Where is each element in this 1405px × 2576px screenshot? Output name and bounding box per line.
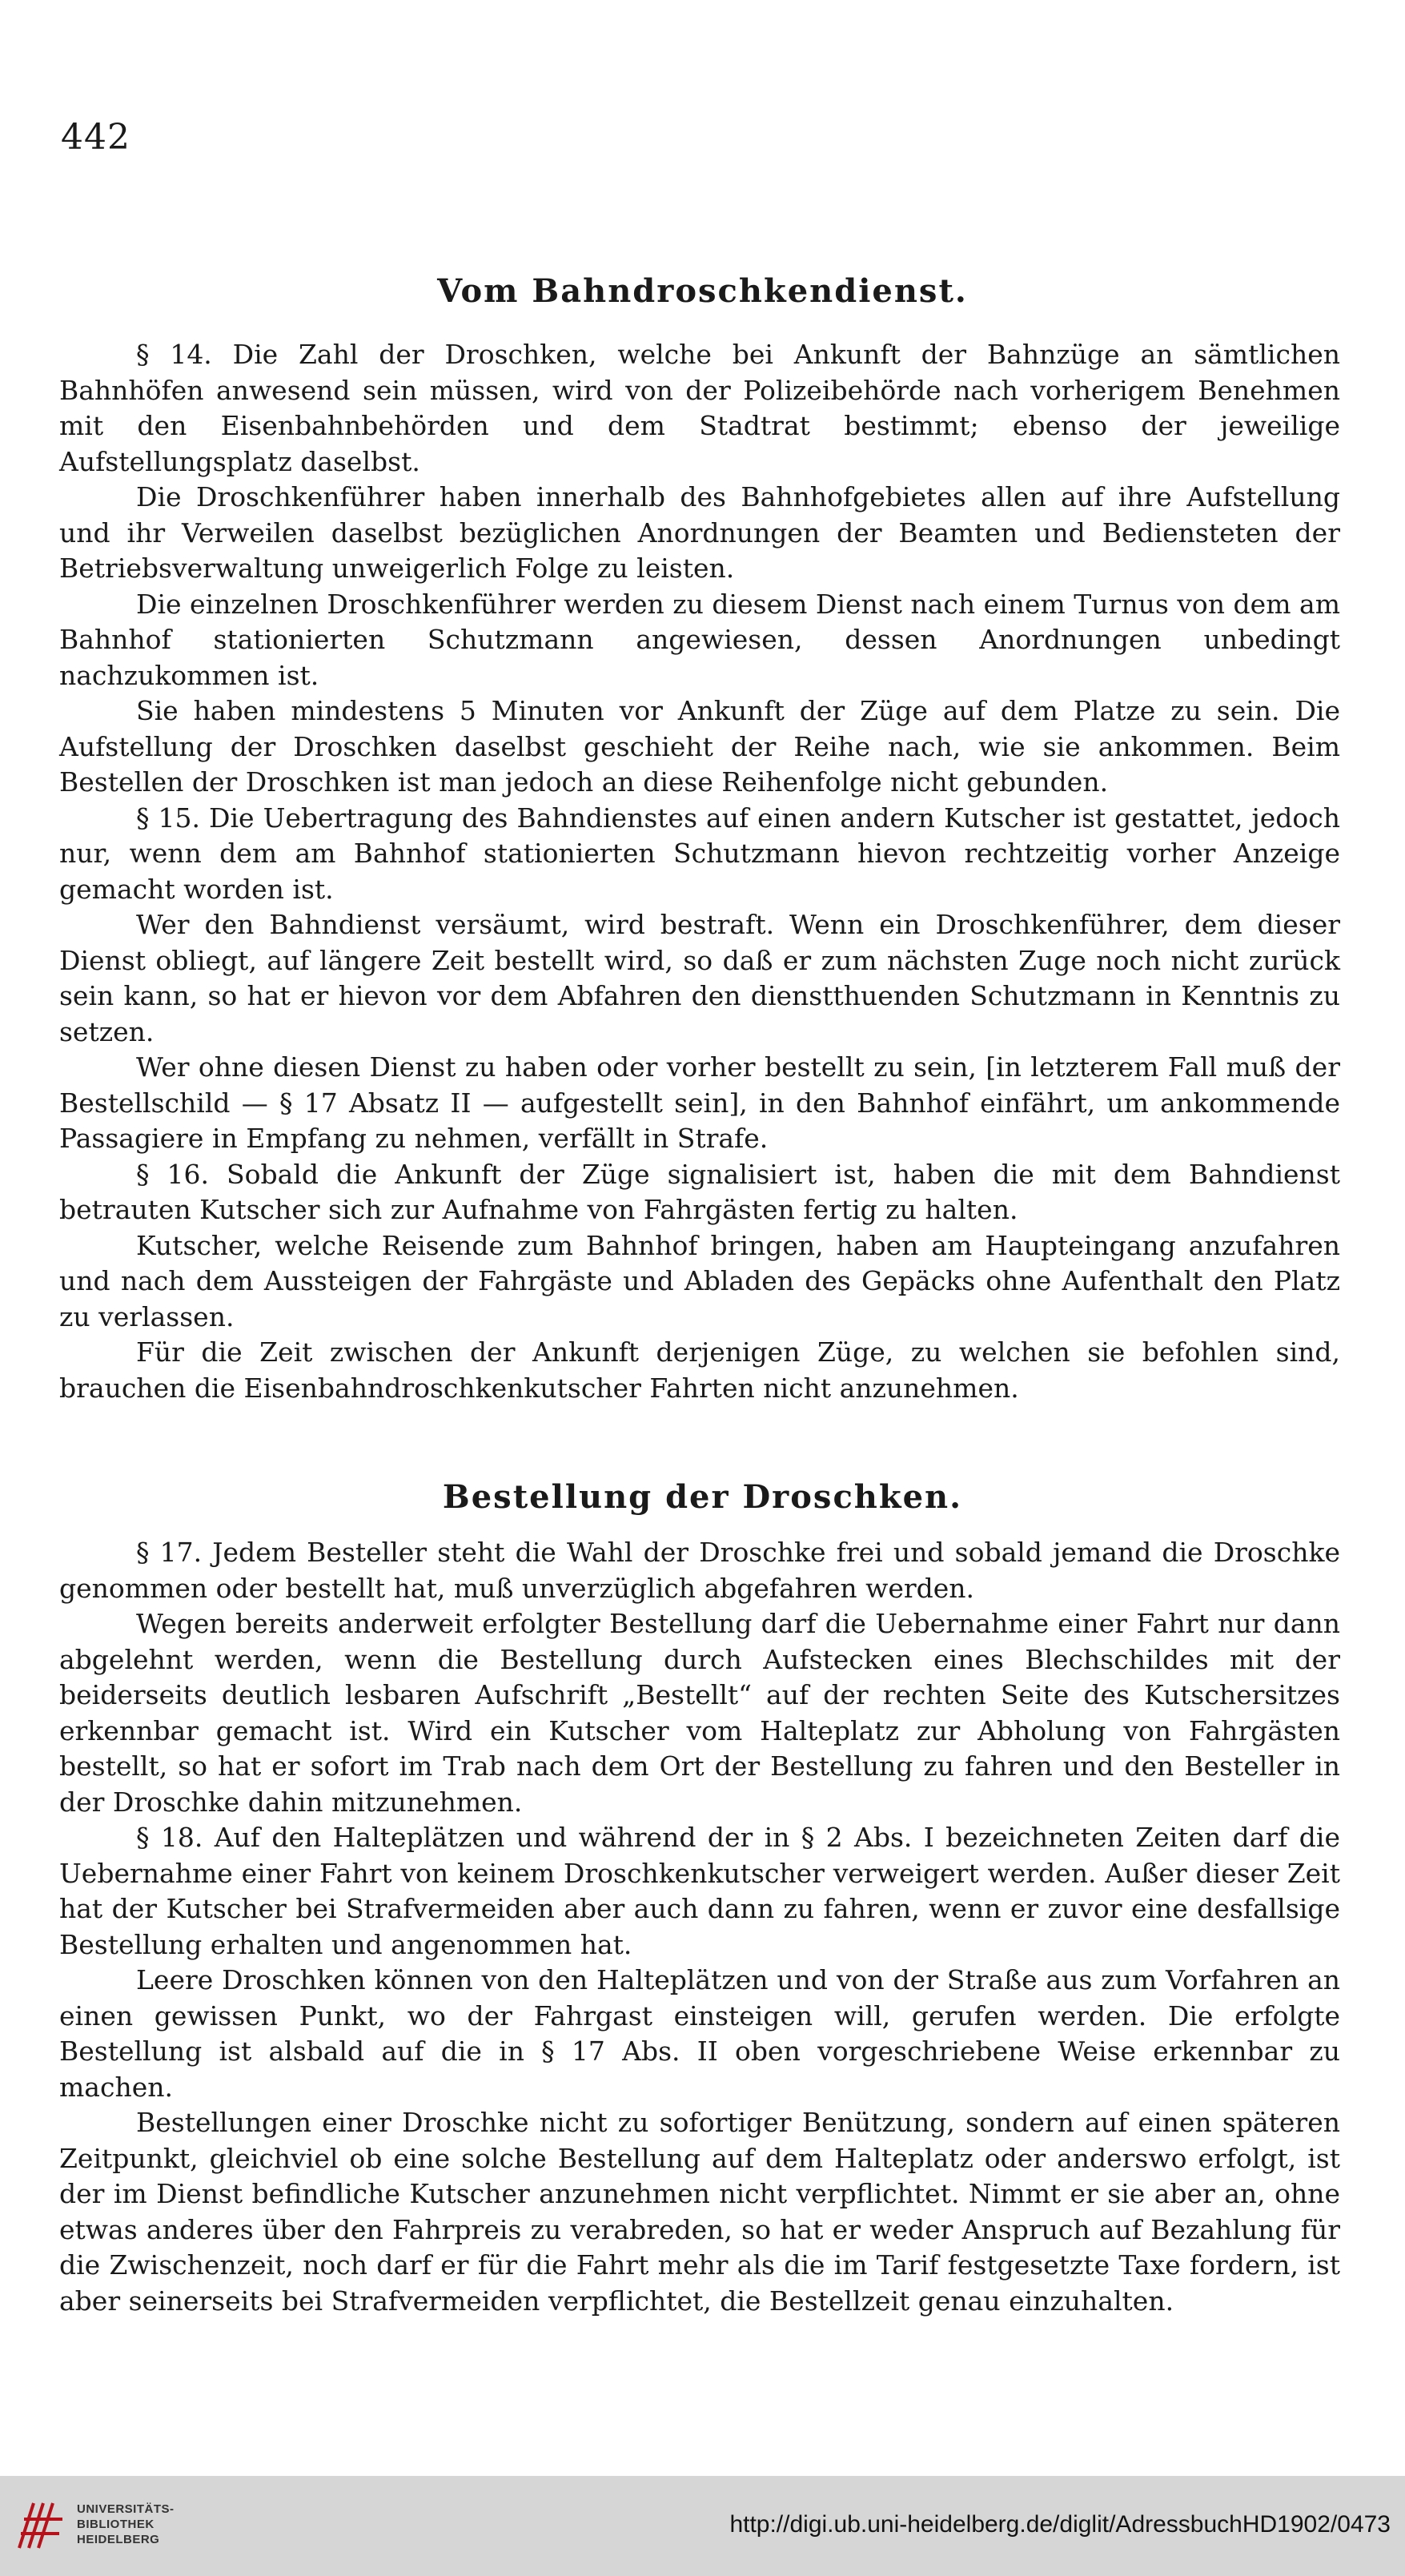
paragraph: Die Droschkenführer haben innerhalb des Bahnhofgebietes allen auf ihre Aufstellung und ihr Verweilen daselbst bezüglichen Anordnungen der Beamten und Bediensteten der Betriebsverwaltung unweigerlich Folge zu leisten. <box>59 481 1340 584</box>
paragraph: Kutscher, welche Reisende zum Bahnhof bringen, haben am Haupteingang anzufahren und nach dem Aussteigen der Fahrgäste und Abladen des Gepäcks ohne Aufenthalt den Platz zu verlassen. <box>59 1229 1340 1332</box>
paragraph: Bestellungen einer Droschke nicht zu sofortiger Benützung, sondern auf einen späteren Zeitpunkt, gleichviel ob eine solche Bestellung auf dem Halteplatz oder anderswo erfolgt, ist der im Dienst befindliche Kutscher anzunehmen nicht verpflichtet. Nimmt er sie aber an, ohne etwas anderes über den Fahrpreis zu verabreden, so hat er weder Anspruch auf Bezahlung für die Zwischenzeit, noch darf er für die Fahrt mehr als die im Tarif festgesetzte Taxe fordern, ist aber seinerseits bei Strafvermeiden verpflichtet, die Bestellzeit genau einzuhalten. <box>59 2107 1340 2317</box>
library-logo[interactable] <box>14 2494 191 2558</box>
paragraph: § 15. Die Uebertragung des Bahndienstes auf einen andern Kutscher ist gestattet, jedoch nur, wenn dem am Bahnhof stationierten Schutzmann hievon rechtzeitig vorher Anzeige gemacht worden ist. <box>59 802 1340 905</box>
logo-line: HEIDELBERG <box>77 2533 160 2546</box>
paragraph: § 17. Jedem Besteller steht die Wahl der Droschke frei und sobald jemand die Droschke genommen oder bestellt hat, muß unverzüglich abgefahren werden. <box>59 1537 1340 1604</box>
paragraph: Wer den Bahndienst versäumt, wird bestraft. Wenn ein Droschkenführer, dem dieser Dienst obliegt, auf längere Zeit bestellt wird, so daß er zum nächsten Zuge noch nicht zurück sein kann, so hat er hievon vor dem Abfahren den dienstthuenden Schutzmann in Kenntnis zu setzen. <box>59 909 1340 1047</box>
paragraph: Sie haben mindestens 5 Minuten vor Ankunft der Züge auf dem Platze zu sein. Die Aufstellung der Droschken daselbst geschieht der Reihe nach, wie sie ankommen. Beim Bestellen der Droschken ist man jedoch an diese Reihenfolge nicht gebunden. <box>59 695 1340 798</box>
footer-bar <box>0 2476 1405 2576</box>
paragraph: Die einzelnen Droschkenführer werden zu diesem Dienst nach einem Turnus von dem am Bahnhof stationierten Schutzmann angewiesen, dessen Anordnungen unbedingt nachzukommen ist. <box>59 588 1340 691</box>
paragraph: Leere Droschken können von den Halteplätzen und von der Straße aus zum Vorfahren an einen gewissen Punkt, wo der Fahrgast einsteigen will, gerufen werden. Die erfolgte Bestellung ist alsbald auf die in § 17 Abs. II oben vorgeschriebene Weise erkennbar zu machen. <box>59 1964 1340 2103</box>
section-heading-bestellung: Bestellung der Droschken. <box>442 1478 963 1516</box>
section-heading-bahndroschkendienst: Vom Bahndroschkendienst. <box>437 272 968 310</box>
paragraph: Wer ohne diesen Dienst zu haben oder vorher bestellt zu sein, [in letzterem Fall muß der Bestellschild — § 17 Absatz II — aufgestellt sein], in den Bahnhof einfährt, um ankommende Passagiere in Empfang zu nehmen, verfällt in Strafe. <box>59 1051 1340 1154</box>
logo-line: UNIVERSITÄTS- <box>77 2502 175 2516</box>
paragraph: Wegen bereits anderweit erfolgter Bestellung darf die Uebernahme einer Fahrt nur dann abgelehnt werden, wenn die Bestellung durch Aufstecken eines Blechschildes mit der beiderseits deutlich lesbaren Aufschrift „Bestellt“ auf der rechten Seite des Kutschersitzes erkennbar gemacht ist. Wird ein Kutscher vom Halteplatz zur Abholung von Fahrgästen bestellt, so hat er sofort im Trab nach dem Ort der Bestellung zu fahren und den Besteller in der Droschke dahin mitzunehmen. <box>59 1608 1340 1818</box>
paragraph: § 14. Die Zahl der Droschken, welche bei Ankunft der Bahnzüge an sämtlichen Bahnhöfen anwesend sein müssen, wird von der Polizeibehörde nach vorherigem Benehmen mit den Eisenbahnbehörden und dem Stadtrat bestimmt; ebenso der jeweilige Aufstellungsplatz daselbst. <box>59 339 1340 477</box>
source-url[interactable]: http://digi.ub.uni-heidelberg.de/diglit/AdressbuchHD1902/0473 <box>729 2511 1391 2538</box>
paragraph: § 16. Sobald die Ankunft der Züge signalisiert ist, haben die mit dem Bahndienst betrauten Kutscher sich zur Aufnahme von Fahrgästen fertig zu halten. <box>59 1158 1340 1225</box>
paragraph: Für die Zeit zwischen der Ankunft derjenigen Züge, zu welchen sie befohlen sind, brauchen die Eisenbahndroschkenkutscher Fahrten nicht anzunehmen. <box>59 1336 1340 1404</box>
section-body-bahndroschkendienst <box>59 337 1340 1406</box>
paragraph: § 18. Auf den Halteplätzen und während der in § 2 Abs. I bezeichneten Zeiten darf die Uebernahme einer Fahrt von keinem Droschkenkutscher verweigert werden. Außer dieser Zeit hat der Kutscher bei Strafvermeiden aber auch dann zu fahren, wenn er zuvor eine desfallsige Bestellung erhalten und angenommen hat. <box>59 1822 1340 1960</box>
logo-line: BIBLIOTHEK <box>77 2518 155 2531</box>
section-body-bestellung <box>59 1535 1340 2319</box>
logo-text <box>77 2502 175 2547</box>
page-number: 442 <box>61 117 130 158</box>
seal-icon <box>14 2497 67 2553</box>
